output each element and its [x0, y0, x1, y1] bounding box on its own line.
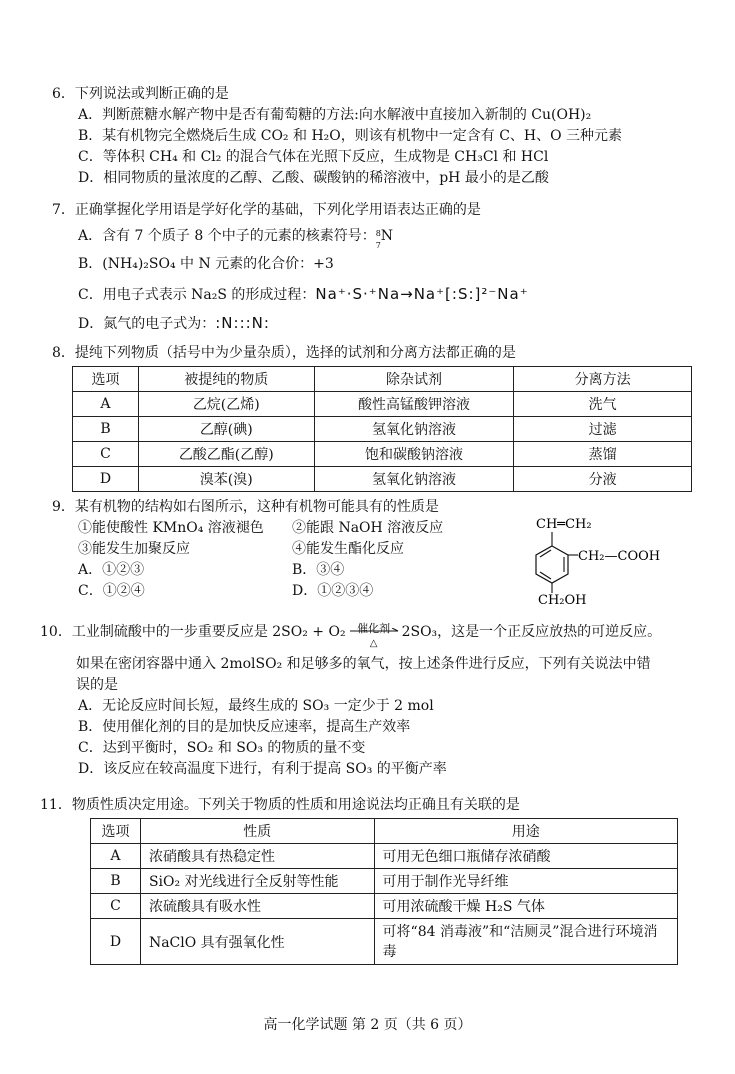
table-cell: 乙醇(碘) [138, 417, 314, 442]
q10-line2: 如果在密闭容器中通入 2molSO₂ 和足够多的氧气，按上述条件进行反应，下列有关说法中错 [76, 656, 651, 672]
hydroxymethyl-group: CH₂OH [538, 593, 587, 606]
q7-option-b: B．(NH₄)₂SO₄ 中 N 元素的化合价：+3 [78, 256, 334, 272]
table-row [73, 392, 692, 417]
q9-prop-1: ①能使酸性 KMnO₄ 溶液褪色 [78, 520, 264, 536]
q11-header-cell: 性质 [140, 819, 374, 844]
table-cell: 浓硝酸具有热稳定性 [140, 844, 374, 869]
q7-option-d-text: D．氮气的电子式为： [78, 316, 216, 332]
q6-option-b: B．某有机物完全燃烧后生成 CO₂ 和 H₂O，则该有机物中一定含有 C、H、O 三种元素 [78, 128, 623, 144]
q8-table-header [73, 367, 692, 392]
catalyst-label: 催化剂 [357, 622, 391, 635]
q11-table-header [91, 819, 678, 844]
table-cell: 可将“84 消毒液”和“洁厕灵”混合进行环境消毒 [374, 919, 677, 965]
vinyl-group: CH═CH₂ [536, 518, 592, 532]
q10-option-c: C．达到平衡时，SO₂ 和 SO₃ 的物质的量不变 [78, 740, 366, 756]
table-row [91, 844, 678, 869]
nuclide-z: 7 [375, 241, 381, 250]
q11-stem: 11．物质性质决定用途。下列关于物质的性质和用途说法均正确且有关联的是 [40, 797, 520, 813]
q8-stem: 8．提纯下列物质（括号中为少量杂质），选择的试剂和分离方法都正确的是 [52, 345, 516, 361]
question-7 [52, 200, 692, 334]
table-cell: B [73, 417, 139, 442]
q7-option-a-text: A．含有 7 个质子 8 个中子的元素的核素符号： [78, 228, 376, 244]
q9-prop-3: ③能发生加聚反应 [78, 541, 190, 557]
table-cell: 氢氧化钠溶液 [314, 467, 514, 492]
table-cell: 洗气 [514, 392, 692, 417]
table-cell: 蒸馏 [514, 442, 692, 467]
q7-option-c-text: C．用电子式表示 Na₂S 的形成过程： [78, 287, 316, 303]
q7-option-d [52, 313, 692, 334]
table-cell: 可用无色细口瓶储存浓硝酸 [374, 844, 677, 869]
page-footer: 高一化学试题 第 2 页（共 6 页） [263, 1017, 472, 1033]
question-10 [40, 622, 712, 780]
table-cell: D [73, 467, 139, 492]
table-cell: 饱和碳酸钠溶液 [314, 442, 514, 467]
table-cell: 可用于制作光导纤维 [374, 869, 677, 894]
table-cell: B [91, 869, 141, 894]
q11-table [90, 818, 678, 965]
table-cell: C [73, 442, 139, 467]
q10-option-d: D．该反应在较高温度下进行，有利于提高 SO₃ 的平衡产率 [78, 761, 447, 777]
table-cell: D [91, 919, 141, 965]
table-row [91, 919, 678, 965]
q8-header-cell: 除杂试剂 [314, 367, 514, 392]
q9-option-d: D．①②③④ [292, 583, 374, 599]
n2-electron-formula: :N:::N: [215, 314, 270, 332]
ring-double-bond [540, 550, 551, 557]
table-cell: 乙烷(乙烯) [138, 392, 314, 417]
nuclide-symbol [375, 226, 393, 250]
table-cell: 酸性高锰酸钾溶液 [314, 392, 514, 417]
q6-stem: 6．下列说法或判断正确的是 [52, 86, 229, 102]
q6-option-c: C．等体积 CH₄ 和 Cl₂ 的混合气体在光照下反应，生成物是 CH₃Cl 和 HCl [78, 149, 549, 165]
q10-line3: 误的是 [76, 677, 118, 693]
structural-formula [530, 518, 680, 606]
question-11 [40, 795, 680, 816]
table-row [73, 417, 692, 442]
q9-prop-4: ④能发生酯化反应 [292, 541, 404, 557]
table-cell: C [91, 894, 141, 919]
q7-option-a [52, 226, 692, 250]
nuclide-mass: 8 [375, 229, 381, 238]
question-6 [52, 84, 692, 189]
carboxymethyl-group: CH₂—COOH [578, 549, 661, 564]
benzene-ring [536, 546, 568, 583]
table-row [91, 894, 678, 919]
table-cell: A [73, 392, 139, 417]
q11-header-cell: 用途 [374, 819, 677, 844]
q7-option-c [52, 284, 692, 305]
q9-stem: 9．某有机物的结构如右图所示，这种有机物可能具有的性质是 [52, 499, 439, 515]
heat-symbol: △ [369, 638, 378, 649]
question-8 [52, 343, 692, 364]
q6-option-d: D．相同物质的量浓度的乙醇、乙酸、碳酸钠的稀溶液中，pH 最小的是乙酸 [78, 170, 549, 186]
q10-stem-pre: 10．工业制硫酸中的一步重要反应是 2SO₂ + O₂ [40, 624, 346, 640]
q10-option-a: A．无论反应时间长短，最终生成的 SO₃ 一定少于 2 mol [78, 698, 434, 714]
table-cell: SiO₂ 对光线进行全反射等性能 [140, 869, 374, 894]
table-row [73, 467, 692, 492]
q9-prop-2: ②能跟 NaOH 溶液反应 [292, 520, 444, 536]
q9-option-c: C．①②④ [78, 583, 145, 599]
table-cell: A [91, 844, 141, 869]
na2s-formation-formula: Na⁺·S·⁺Na→Na⁺[:S:]²⁻Na⁺ [315, 285, 529, 303]
q8-table [72, 366, 692, 492]
q9-option-b: B．③④ [292, 562, 345, 578]
q10-stem [40, 622, 712, 649]
q11-header-cell: 选项 [91, 819, 141, 844]
table-cell: NaClO 具有强氧化性 [140, 919, 374, 965]
table-cell: 可用浓硫酸干燥 H₂S 气体 [374, 894, 677, 919]
q8-header-cell: 选项 [73, 367, 139, 392]
table-row [91, 869, 678, 894]
table-row [73, 442, 692, 467]
table-cell: 浓硫酸具有吸水性 [140, 894, 374, 919]
q6-option-a: A．判断蔗糖水解产物中是否有葡萄糖的方法:向水解液中直接加入新制的 Cu(OH)₂ [78, 107, 592, 123]
catalyst-arrow [348, 622, 400, 649]
nuclide-element: N [380, 228, 393, 244]
table-cell: 氢氧化钠溶液 [314, 417, 514, 442]
q8-header-cell: 分离方法 [514, 367, 692, 392]
q8-header-cell: 被提纯的物质 [138, 367, 314, 392]
q10-stem-post: 2SO₃，这是一个正反应放热的可逆反应。 [401, 624, 662, 640]
q7-stem: 7．正确掌握化学用语是学好化学的基础，下列化学用语表达正确的是 [52, 202, 481, 218]
q10-option-b: B．使用催化剂的目的是加快反应速率，提高生产效率 [78, 719, 411, 735]
q9-option-a: A．①②③ [78, 562, 145, 578]
table-cell: 过滤 [514, 417, 692, 442]
table-cell: 乙酸乙酯(乙醇) [138, 442, 314, 467]
table-cell: 分液 [514, 467, 692, 492]
ring-double-bond [540, 572, 551, 579]
table-cell: 溴苯(溴) [138, 467, 314, 492]
